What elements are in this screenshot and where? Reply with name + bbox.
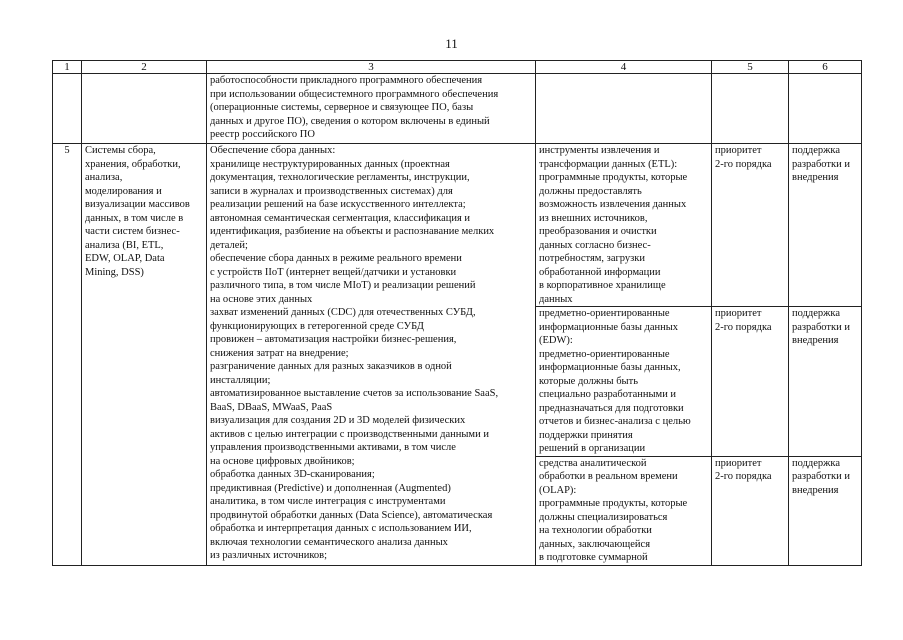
text-line: внедрения: [792, 484, 839, 496]
text-line: данных, заключающейся: [539, 538, 651, 550]
text-line: предметно-ориентированные: [539, 308, 670, 319]
text-line: поддержка: [792, 145, 841, 156]
text-line: возможность извлечения данных: [539, 199, 687, 210]
text-line: которые должны быть: [539, 375, 638, 387]
text-line: Mining, DSS): [85, 266, 144, 278]
text-line: обработанной информации: [539, 266, 661, 278]
text-line: приоритет: [715, 457, 762, 469]
text-line: поддержки принятия: [539, 429, 633, 441]
text-line: хранилище неструктурированных данных (проектная: [210, 158, 450, 170]
text-line: потребностям, загрузки: [539, 253, 646, 264]
text-line: разработки и: [792, 158, 850, 170]
text-line: (OLAP):: [539, 484, 577, 496]
text-line: предиктивная (Predictive) и дополненная (Augmented): [210, 482, 451, 494]
text-line: внедрения: [792, 172, 839, 183]
text-line: обеспечение сбора данных в режиме реального времени: [210, 253, 462, 264]
text-line: визуализация для создания 2D и 3D моделей физических: [210, 415, 466, 426]
text-line: на основе цифровых двойников;: [210, 455, 355, 467]
text-line: информационные базы данных: [539, 321, 679, 333]
text-line: визуализации массивов: [85, 199, 190, 210]
continuation-row: [53, 74, 862, 144]
text-line: обработка данных 3D-сканирования;: [210, 469, 375, 480]
text-line: при использовании общесистемного программного обеспечения: [210, 88, 499, 100]
text-line: аналитика, в том числе интеграция с инструментами: [210, 496, 446, 507]
text-line: Обеспечение сбора данных:: [210, 145, 336, 156]
support-olap: [789, 456, 862, 565]
text-line: в подготовке суммарной: [539, 552, 648, 563]
text-line: разработки и: [792, 321, 850, 333]
text-line: с устройств IIoT (интернет вещей/датчики и установки: [210, 266, 457, 278]
priority-etl: [712, 144, 789, 307]
text-line: провижен – автоматизация настройки бизнес-решения,: [210, 334, 457, 345]
text-line: автономная семантическая сегментация, классификация и: [210, 212, 471, 224]
subcategory-olap: [536, 456, 712, 565]
text-line: захват изменений данных (CDC) для отечественных СУБД,: [210, 307, 476, 318]
text-line: трансформации данных (ETL):: [539, 158, 678, 170]
text-line: BaaS, DBaaS, MWaaS, PaaS: [210, 401, 333, 413]
requirements-text: [207, 144, 536, 566]
text-line: данных: [539, 293, 573, 305]
text-line: EDW, OLAP, Data: [85, 253, 165, 264]
text-line: внедрения: [792, 335, 839, 346]
text-line: 2-го порядка: [715, 471, 772, 482]
text-line: работоспособности прикладного программного обеспечения: [210, 75, 483, 86]
text-line: на основе этих данных: [210, 293, 313, 305]
support-etl: [789, 144, 862, 307]
text-line: данных согласно бизнес-: [539, 239, 651, 251]
text-line: Системы сбора,: [85, 145, 156, 156]
text-line: 2-го порядка: [715, 158, 772, 170]
text-line: 2-го порядка: [715, 321, 772, 333]
text-line: анализа (BI, ETL,: [85, 239, 164, 251]
text-line: автоматизированное выставление счетов за использование SaaS,: [210, 388, 499, 399]
text-line: приоритет: [715, 145, 762, 156]
text-line: программные продукты, которые: [539, 172, 688, 183]
text-line: разграничение данных для разных заказчиков в одной: [210, 361, 452, 372]
text-line: решений в организации: [539, 443, 646, 454]
text-line: реестр российского ПО: [210, 129, 315, 140]
text-line: инсталляции;: [210, 374, 271, 386]
text-line: реализации решений на базе искусственного интеллекта;: [210, 199, 466, 210]
row-5-a: [53, 144, 862, 307]
text-line: средства аналитической: [539, 457, 647, 469]
text-line: разработки и: [792, 471, 850, 482]
text-line: на технологии обработки: [539, 525, 652, 536]
text-line: активов с целью интеграции с производственными данными и: [210, 428, 489, 440]
text-line: данных и другое ПО), сведения о котором включены в единый: [210, 115, 490, 127]
page-number: 11: [445, 36, 458, 51]
text-line: моделирования и: [85, 185, 162, 197]
text-line: продвинутой обработки данных (Data Science), автоматическая: [210, 509, 493, 521]
header-col-1: 1: [53, 61, 82, 74]
text-line: части систем бизнес-: [85, 226, 180, 237]
technology-table: [52, 60, 862, 566]
text-line: должны специализироваться: [539, 511, 668, 523]
header-col-6: 6: [789, 61, 862, 74]
text-line: документация, технологические регламенты, инструкции,: [210, 172, 470, 183]
row-number: 5: [53, 144, 82, 566]
text-line: идентификация, разбиение на объекты и распознавание мелких: [210, 226, 495, 237]
text-line: из различных источников;: [210, 550, 328, 561]
priority-edw: [712, 307, 789, 457]
continuation-text: [207, 74, 536, 144]
text-line: приоритет: [715, 308, 762, 319]
subcategory-edw: [536, 307, 712, 457]
text-line: программные продукты, которые: [539, 498, 688, 509]
text-line: поддержка: [792, 457, 841, 469]
header-col-5: 5: [712, 61, 789, 74]
subcategory-etl: [536, 144, 712, 307]
text-line: (EDW):: [539, 335, 573, 346]
text-line: информационные базы данных,: [539, 362, 681, 373]
text-line: функционирующих в гетерогенной среде СУБД: [210, 320, 424, 332]
text-line: снижения затрат на внедрение;: [210, 347, 349, 359]
text-line: (операционные системы, серверное и связующее ПО, базы: [210, 102, 474, 113]
header-row: [53, 61, 862, 74]
text-line: хранения, обработки,: [85, 158, 181, 170]
text-line: отчетов и бизнес-анализа с целью: [539, 416, 691, 427]
text-line: преобразования и очистки: [539, 226, 657, 237]
header-col-3: 3: [207, 61, 536, 74]
text-line: данных, в том числе в: [85, 212, 184, 224]
text-line: различного типа, в том числе MIoT) и реализации решений: [210, 280, 476, 291]
header-col-4: 4: [536, 61, 712, 74]
text-line: поддержка: [792, 308, 841, 319]
text-line: обработка и интерпретация данных с использованием ИИ,: [210, 523, 472, 534]
support-edw: [789, 307, 862, 457]
system-category: [82, 144, 207, 566]
text-line: включая технологии семантического анализа данных: [210, 536, 448, 548]
text-line: предназначаться для подготовки: [539, 402, 684, 414]
priority-olap: [712, 456, 789, 565]
text-line: управления производственными активами, в том числе: [210, 442, 456, 453]
text-line: в корпоративное хранилище: [539, 280, 666, 291]
header-col-2: 2: [82, 61, 207, 74]
text-line: анализа,: [85, 172, 123, 183]
text-line: обработки в реальном времени: [539, 471, 678, 482]
text-line: деталей;: [210, 239, 248, 251]
text-line: должны предоставлять: [539, 185, 642, 197]
text-line: записи в журналах и производственных системах) для: [210, 185, 453, 197]
text-line: инструменты извлечения и: [539, 145, 660, 156]
text-line: специально разработанными и: [539, 389, 677, 400]
text-line: предметно-ориентированные: [539, 348, 670, 360]
text-line: из внешних источников,: [539, 212, 648, 224]
